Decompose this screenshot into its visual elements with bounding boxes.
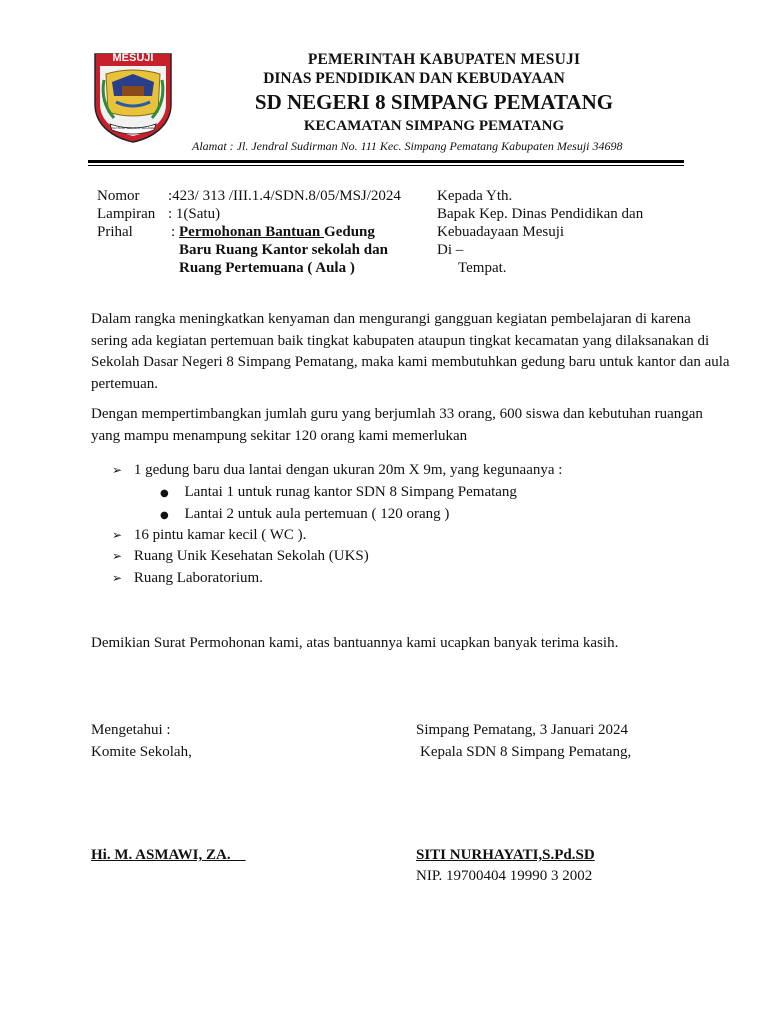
sign-left-line1: Mengetahui : [91,722,171,738]
recipient-line4: Di – [437,242,464,258]
nomor-value: :423/ 313 /III.1.4/SDN.8/05/MSJ/2024 [168,188,401,204]
prihal-line1-underlined: Permohonan Bantuan [179,224,325,240]
prihal-line1 [179,223,375,242]
government-title: PEMERINTAH KABUPATEN MESUJI [307,51,581,68]
sign-left-name: Hi. M. ASMAWI, ZA. [91,847,246,863]
sign-right-line1: Simpang Pematang, 3 Januari 2024 [416,722,629,738]
list-item-3-text: Ruang Unik Kesehatan Sekolah (UKS) [133,548,369,564]
prihal-line1-rest: Gedung [324,224,375,240]
recipient-line1: Kepada Yth. [437,188,513,204]
dot-bullet-icon: ● [160,488,169,499]
sign-left-line2: Komite Sekolah, [91,744,192,760]
arrow-bullet-icon: ➢ [112,528,123,542]
list-subitem-1 [160,483,517,503]
logo-motto: SAI BUMI SERASAN SEGAWE [112,126,155,130]
list-item-4 [112,569,263,588]
dot-bullet-icon: ● [160,510,169,521]
list-item-2-text: 16 pintu kamar kecil ( WC ). [133,527,307,543]
arrow-bullet-icon: ➢ [112,463,123,477]
prihal-line2: Baru Ruang Kantor sekolah dan [179,242,388,258]
recipient-line5: Tempat. [458,260,507,276]
list-item-1 [112,461,562,480]
letterhead-rule-thick [88,160,684,163]
arrow-bullet-icon: ➢ [112,571,123,585]
arrow-bullet-icon: ➢ [112,549,123,563]
lampiran-value: : 1(Satu) [168,206,221,222]
sign-right-nip: NIP. 19700404 19990 3 2002 [416,868,593,884]
prihal-colon: : [171,224,176,240]
closing-sentence: Demikian Surat Permohonan kami, atas bantuannya kami ucapkan banyak terima kasih. [91,635,619,651]
list-item-2 [112,526,306,545]
prihal-label: Prihal [97,224,133,240]
sign-right-line2: Kepala SDN 8 Simpang Pematang, [420,744,632,760]
logo-label: MESUJI [112,52,154,64]
school-name: SD NEGERI 8 SIMPANG PEMATANG [254,90,614,114]
body-paragraph-1: Dalam rangka meningkatkan kenyaman dan mengurangi gangguan kegiatan pembelajaran di karena sering ada kegiatan pertemuan baik tingkat kabupaten ataupun tingkat kecamatan yang dilaksanakan di Sekolah Dasar Negeri 8 Simpang Pematang, maka kami membutuhkan gedung baru untuk kantor dan aula pertemuan. [91,311,730,392]
prihal-line3: Ruang Pertemuana ( Aula ) [179,260,355,276]
letterhead-rule-thin [88,165,684,166]
district-name: KECAMATAN SIMPANG PEMATANG [303,118,565,134]
list-item-3 [112,547,369,566]
list-subitem-2-text: Lantai 2 untuk aula pertemuan ( 120 orang ) [184,506,450,522]
body-paragraph-2: Dengan mempertimbangkan jumlah guru yang berjumlah 33 orang, 600 siswa dan kebutuhan ruangan yang mampu menampung sekitar 120 orang kami memerlukan [91,406,703,444]
nomor-label: Nomor [97,188,140,204]
list-subitem-2 [160,505,449,525]
recipient-line2: Bapak Kep. Dinas Pendidikan dan [437,206,644,222]
list-item-1-text: 1 gedung baru dua lantai dengan ukuran 20m X 9m, yang kegunaanya : [133,462,563,478]
department-title: DINAS PENDIDIKAN DAN KEBUDAYAAN [263,70,565,87]
list-item-4-text: Ruang Laboratorium. [133,570,263,586]
sign-right-name: SITI NURHAYATI,S.Pd.SD [416,847,595,863]
recipient-line3: Kebuadayaan Mesuji [437,224,565,240]
list-subitem-1-text: Lantai 1 untuk runag kantor SDN 8 Simpang Pematang [184,484,517,500]
school-address: Alamat : Jl. Jendral Sudirman No. 111 Kec. Simpang Pematang Kabupaten Mesuji 34698 [192,139,623,153]
lampiran-label: Lampiran [97,206,156,222]
